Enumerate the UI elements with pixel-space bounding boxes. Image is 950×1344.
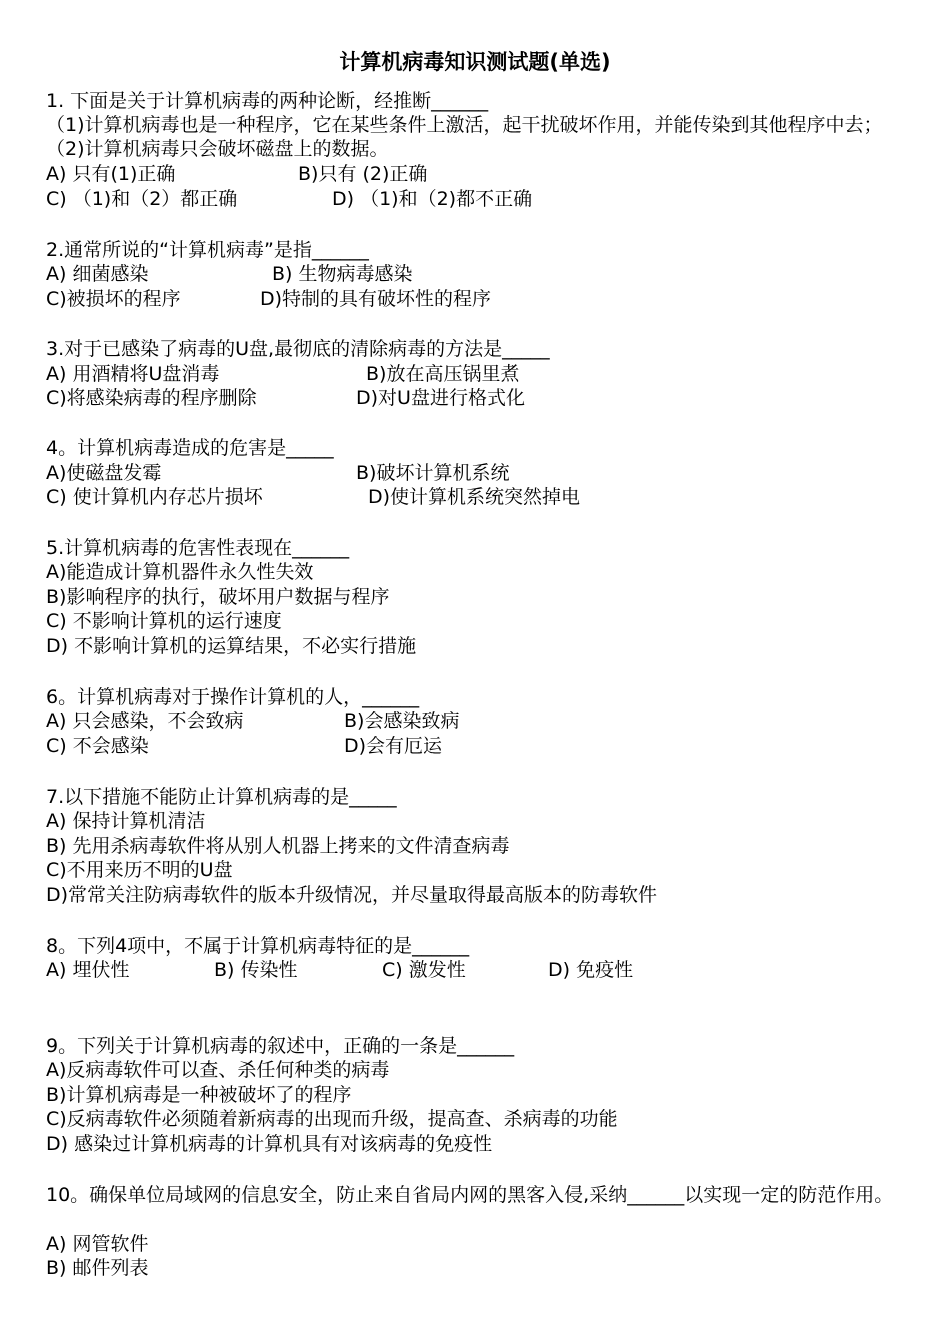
question-10-option-a: A) 网管软件: [46, 1233, 149, 1255]
question-5-option-c: C) 不影响计算机的运行速度: [46, 610, 282, 632]
question-7-stem: 7.以下措施不能防止计算机病毒的是_____: [46, 786, 397, 808]
question-8-option-c: C) 激发性: [382, 959, 466, 981]
question-1-option-c: C) （1)和（2）都正确: [46, 188, 238, 210]
question-1-statement: （1)计算机病毒也是一种程序，它在某些条件上激活，起干扰破坏作用，并能传染到其他程序中去；（2)计算机病毒只会破坏磁盘上的数据。: [46, 114, 883, 160]
question-1-option-a: A) 只有(1)正确: [46, 163, 176, 185]
question-3-option-d: D)对U盘进行格式化: [356, 387, 525, 409]
question-2-option-a: A) 细菌感染: [46, 263, 149, 285]
question-1-stem: 1. 下面是关于计算机病毒的两种论断，经推断______: [46, 90, 489, 112]
question-3-option-c: C)将感染病毒的程序删除: [46, 387, 257, 409]
question-7-option-d: D)常常关注防病毒软件的版本升级情况，并尽量取得最高版本的防毒软件: [46, 884, 658, 906]
question-9-stem: 9。下列关于计算机病毒的叙述中，正确的一条是______: [46, 1035, 515, 1057]
question-2-option-c: C)被损坏的程序: [46, 288, 181, 310]
question-3-option-a: A) 用酒精将U盘消毒: [46, 363, 220, 385]
page-title: 计算机病毒知识测试题(单选): [339, 50, 611, 74]
question-6-option-c: C) 不会感染: [46, 735, 149, 757]
question-8-stem: 8。下列4项中，不属于计算机病毒特征的是______: [46, 935, 470, 957]
question-9-option-d: D) 感染过计算机病毒的计算机具有对该病毒的免疫性: [46, 1133, 493, 1155]
question-6-option-b: B)会感染致病: [344, 710, 460, 732]
question-8-option-b: B) 传染性: [214, 959, 298, 981]
question-4-option-b: B)破坏计算机系统: [356, 462, 510, 484]
question-9-option-c: C)反病毒软件必须随着新病毒的出现而升级，提高查、杀病毒的功能: [46, 1108, 618, 1130]
question-4-option-c: C) 使计算机内存芯片损坏: [46, 486, 263, 508]
question-7-option-a: A) 保持计算机清洁: [46, 810, 206, 832]
question-5-stem: 5.计算机病毒的危害性表现在______: [46, 537, 350, 559]
question-7-option-c: C)不用来历不明的U盘: [46, 859, 233, 881]
question-2-option-b: B) 生物病毒感染: [272, 263, 413, 285]
question-4-stem: 4。计算机病毒造成的危害是_____: [46, 437, 334, 459]
question-3-stem: 3.对于已感染了病毒的U盘,最彻底的清除病毒的方法是_____: [46, 338, 550, 360]
question-9-option-b: B)计算机病毒是一种被破坏了的程序: [46, 1084, 352, 1106]
question-6-option-a: A) 只会感染，不会致病: [46, 710, 244, 732]
question-10-stem: 10。确保单位局域网的信息安全，防止来自省局内网的黑客入侵,采纳______以实现一定的防范作用。: [46, 1184, 894, 1206]
question-6-option-d: D)会有厄运: [344, 735, 443, 757]
question-5-option-d: D) 不影响计算机的运算结果，不必实行措施: [46, 635, 417, 657]
question-6-stem: 6。计算机病毒对于操作计算机的人，______: [46, 686, 420, 708]
question-3-option-b: B)放在高压锅里煮: [366, 363, 520, 385]
question-1-option-b: B)只有 (2)正确: [298, 163, 428, 185]
question-5-option-b: B)影响程序的执行，破坏用户数据与程序: [46, 586, 390, 608]
question-2-option-d: D)特制的具有破坏性的程序: [260, 288, 492, 310]
question-8-option-d: D) 免疫性: [548, 959, 634, 981]
question-1-option-d: D) （1)和（2)都不正确: [332, 188, 533, 210]
question-4-option-a: A)使磁盘发霉: [46, 462, 162, 484]
question-10-option-b: B) 邮件列表: [46, 1257, 149, 1279]
question-8-option-a: A) 埋伏性: [46, 959, 130, 981]
question-4-option-d: D)使计算机系统突然掉电: [368, 486, 581, 508]
question-7-option-b: B) 先用杀病毒软件将从别人机器上拷来的文件清查病毒: [46, 835, 510, 857]
question-5-option-a: A)能造成计算机器件永久性失效: [46, 561, 314, 583]
question-9-option-a: A)反病毒软件可以查、杀任何种类的病毒: [46, 1059, 390, 1081]
question-2-stem: 2.通常所说的“计算机病毒”是指______: [46, 239, 369, 261]
